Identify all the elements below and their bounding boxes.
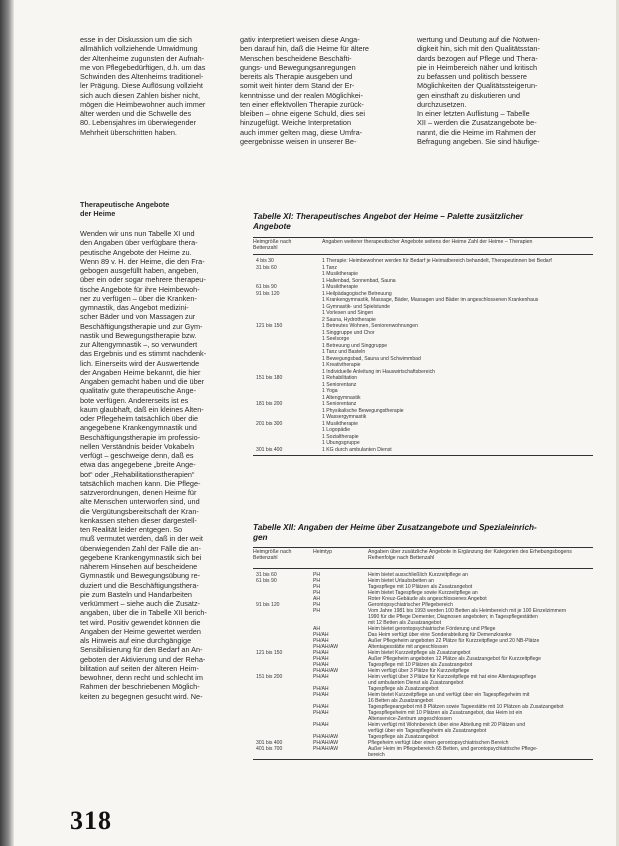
column-3-top-text (417, 35, 587, 146)
body-text-line: ten Realität leider entgegen. So (80, 525, 183, 534)
table-11-offer-cell: 1 Yoga (322, 388, 338, 394)
table-11-offer-cell: 1 Musiktherapie (322, 420, 358, 427)
table-12-type-cell: PH/AH (313, 704, 329, 710)
table-11-offer-cell: 1 Seniorentanz (322, 381, 357, 388)
body-text-line: angaben, über die in Tabelle XII berich- (80, 608, 207, 618)
body-text-line: Wenn 89 v. H. der Heime, die den Fra- (80, 256, 205, 266)
table-11-offer-cell: 1 Gymnastik- und Spielstunde (322, 303, 390, 310)
table-12-type-cell: PH/AH (313, 650, 329, 656)
table-11-offer-cell: 1 Logopädie (322, 427, 351, 433)
body-text-line: als Hinweis auf eine durchgängige (80, 636, 192, 645)
column-1-body-text (80, 229, 230, 701)
table-11-offer-cell: 1 Übungsgruppe (322, 440, 360, 446)
body-text-line: ner zu verfügen – über die Kranken- (80, 293, 197, 303)
body-text-line: Menschen bescheidene Beschäfti- (240, 53, 352, 63)
body-text-line: me von Pflegebedürftigen, d.h. um das (80, 62, 206, 72)
table-12-type-cell: PH/AH (313, 632, 329, 638)
table-11-offer-cell: 1 Musiktherapie (322, 271, 358, 277)
body-text-line: tatsächlich machen kann. Die Pflege- (80, 478, 201, 488)
table-11-offer-cell: 1 Therapie: Heimbewohner werden für Bedarf je Heimatbereich behandelt, Therapeutinnen bei Bedarf (322, 258, 552, 264)
body-text-line: bote verfügen. Andererseits ist es (80, 395, 189, 405)
table-11-head-offers: Angaben weiterer therapeutischer Angebote seitens der Heime Zahl der Heime – Therapien (322, 239, 533, 245)
table-12-offer-cell: Altenservice-Zentrum angeschlossen (368, 716, 452, 722)
table-12-type-cell: AH (313, 596, 321, 602)
body-text-line: Beschäftigungstherapie im professio- (80, 432, 201, 442)
body-text-line: tet wird. Positiv gewendet können die (80, 617, 201, 627)
table-12-offer-cell: Heim bietet Kurzzeitpflege an und verfügt über ein Tagespflegeheim mit (368, 692, 530, 698)
body-text-line: Möglichkeiten der Qualitätssteigerun- (417, 81, 538, 91)
table-12-type-cell: PH (313, 590, 321, 596)
body-text-line: bewohner, denn recht und schlecht im (80, 673, 203, 682)
table-12-offer-cell: und ambulanten Dienst als Zusatzangebot (368, 680, 464, 686)
body-text-line: bleiben – ohne eigene Schuld, dies sei (240, 109, 365, 118)
table-11-head-size: Heimgröße nach Bettenzahl (253, 239, 292, 252)
table-11-offer-cell: 1 Betreuung und Singgruppe (322, 342, 388, 349)
body-text-line: nannt, die die Heime im Rahmen der (417, 127, 536, 137)
body-text-line: sich auch diesen Zahlen bisher nicht, (80, 90, 201, 100)
table-11-size-cell: 301 bis 400 (256, 446, 283, 453)
section-heading-line-1: Therapeutische Angebote (80, 200, 170, 209)
body-text-line: peutische Angebote der Heime zu. (80, 247, 192, 257)
table-12-offer-cell: verfügt über ein Tagespflegeheim als Zusatzangebot (368, 728, 487, 734)
table-12-type-cell: PH/AH (313, 686, 329, 692)
table-11-offer-cell: 1 Seniorentanz (322, 401, 357, 407)
body-text-line: alte Menschen unterworfen sind, und (80, 497, 200, 507)
body-text-line: satzverordnungen, denen Heime für (80, 488, 197, 497)
table-12-offer-cell: Altentagesstätte mit angeschlossen (368, 644, 449, 650)
table-12-type-cell: PH/AH (313, 638, 329, 644)
table-12-size-cell: 121 bis 150 (256, 650, 283, 656)
table-11-size-cell: 61 bis 90 (256, 284, 277, 290)
body-text-line: bereits als Therapie ausgeben und (240, 72, 353, 81)
table-12-title-line-1: Tabelle XII: Angaben der Heime über Zusatzangebote und Spezialeinrich- (253, 523, 537, 532)
table-11-offer-cell: 1 Betreutes Wohnen, Seniorenwohnungen (322, 323, 418, 329)
table-12-size-cell: 301 bis 400 (256, 740, 283, 746)
table-12-offer-cell: Heim bietet Kurzzeitpflege als Zusatzangebot (368, 650, 471, 656)
body-text-line: gativ interpretiert weisen diese Anga- (240, 35, 360, 44)
body-text-line: allmählich vollziehende Umwidmung (80, 44, 198, 54)
table-12-offer-cell: Das Heim verfügt über eine Sonderabteilung für Demenzkranke (368, 632, 512, 638)
table-11-offer-cell: 1 Singgruppe und Chor (322, 329, 375, 336)
body-text-line: gebogen ausgefüllt haben, angeben, (80, 266, 199, 275)
table-12-type-cell: PH/AH (313, 722, 329, 728)
body-text-line: mögen die Heimbewohner auch immer (80, 99, 206, 109)
body-text-line: etwa das angegebene „breite Ange- (80, 460, 196, 470)
table-12-offer-cell: Tagespflege als Zusatzangebot (368, 734, 439, 740)
body-text-line: gymnastik, das Angebot medizini- (80, 303, 189, 312)
body-text-line: Gymnastik und Bewegungsübung re- (80, 571, 201, 581)
table-12-offer-cell: Roter Kreuz-Gebäude als angeschlossenes Angebot (368, 596, 487, 602)
column-2-top-text (240, 35, 405, 146)
body-text-line: angegebene Krankengymnastik und (80, 423, 197, 433)
table-12-size-cell: 31 bis 60 (256, 572, 277, 578)
table-12-type-cell: PH/AH (313, 710, 329, 716)
body-text-line: tische Angebote für ihre Heimbewoh- (80, 284, 200, 294)
table-11-offer-cell: 2 Sauna, Hydrotherapie (322, 316, 376, 323)
body-text-line: muß vermutet werden, daß in der weit (80, 534, 203, 544)
table-12-offer-cell: Heim bietet Tagespflege sowie Kurzzeitpflege an (368, 590, 478, 596)
table-12-offer-cell: Heim bietet Urlaubsbetten an (368, 578, 434, 584)
body-text-line: Schwinden des Altenheims traditionel- (80, 72, 204, 81)
body-text-line: der Angaben Heime bekannt, die hier (80, 367, 201, 377)
body-text-line: die Vergütungsbereitschaft der Kran- (80, 506, 199, 516)
table-12-size-cell: 151 bis 200 (256, 674, 283, 680)
body-text-line: somit weit hinter dem Stand der Er- (240, 81, 355, 91)
body-text-line: der Altenheime zugunsten der Aufnah- (80, 53, 205, 63)
column-1-top-text (80, 35, 230, 137)
table-12-offer-cell: 1990 für die Pflege Dementer, Diagnosen angeboten; in Tagespflegestätten (368, 614, 538, 620)
body-text-line: digkeit hin, sich mit den Qualitätsstan- (417, 44, 540, 54)
table-12-offer-cell: 16 Betten als Zusatzangebot (368, 698, 433, 704)
body-text-line: Wenden wir uns nun Tabelle XI und (80, 229, 195, 238)
body-text-line: XII – werden die Zusatzangebote be- (417, 118, 537, 128)
table-12-type-cell: PH/AH/AW (313, 644, 338, 650)
table-11-offer-cell: 1 Hallenbad, Sonnenbad, Sauna (322, 277, 396, 284)
body-text-line: über ein oder sogar mehrere therapeu- (80, 275, 206, 285)
table-11-offer-cell: 1 Sozialtherapie (322, 433, 359, 440)
table-11-offer-cell: 1 Altengymnastik (322, 394, 361, 401)
table-12-head-type: Heimtyp (313, 549, 333, 555)
body-text-line: den Angaben über verfügbare thera- (80, 238, 198, 248)
body-text-line: dards bezogen auf Pflege und Thera- (417, 53, 538, 63)
table-11-offer-cell: 1 Individuelle Anleitung im Hauswirtschaftsbereich (322, 368, 435, 375)
table-12-offer-cell: mit 12 Betten als Zusatzangebot (368, 620, 442, 626)
body-text-line: Beschäftigungstherapie und zur Gym- (80, 321, 203, 331)
body-text-line: näherem Hinsehen auf bescheidene (80, 562, 198, 571)
body-text-line: scher Bäder und von Massagen zur (80, 312, 196, 322)
body-text-line: pie in Heimbereich näher und kritisch (417, 62, 538, 72)
table-11-offer-cell: 1 Krankengymnastik, Massage, Bäder, Massagen und Bäder im angeschlossenen Krankenhaus (322, 297, 539, 303)
table-12-head-size: Heimgröße nach Bettenzahl (253, 549, 292, 562)
table-12-type-cell: PH/AH/AW (313, 740, 338, 746)
body-text-line: Mehrheit überschritten haben. (80, 127, 177, 137)
body-text-line: durchzusetzen. (417, 99, 467, 109)
table-12-type-cell: PH/AH (313, 674, 329, 680)
table-11-size-cell: 4 bis 30 (256, 258, 274, 264)
body-text-line: esse in der Diskussion um die sich (80, 35, 192, 44)
table-12-offer-cell: Gerontopsychiatrischer Pflegebereich (368, 602, 453, 608)
table-12-head-offers: Angaben über zusätzliche Angebote in Ergänzung der Kategorien des Erhebungsbogens Reihenfolge nach Bettenzahl (368, 549, 572, 562)
table-12-type-cell: PH/AH/AW (313, 668, 338, 674)
body-text-line: gen einsthaft zu diskutieren und (417, 90, 521, 100)
body-text-line: keiten zu begegnen gesucht wird. Ne- (80, 691, 203, 701)
table-11-offer-cell: 1 Wassergymnastik (322, 414, 367, 420)
body-text-line: ben darauf hin, daß die Heime für ältere (240, 44, 369, 54)
table-11-offer-cell: 1 Tanz (322, 264, 337, 271)
body-text-line: das Ergebnis und es stimmt nachdenk- (80, 349, 207, 359)
body-text-line: auch immer gelten mag, diese Umfra- (240, 127, 363, 137)
table-12-top-rule (253, 547, 593, 548)
body-text-line: nellen Verständnis beider Vokabeln (80, 441, 194, 451)
body-text-line: älter werden und die Schwelle des (80, 109, 192, 118)
table-12-size-cell: 91 bis 120 (256, 602, 280, 608)
table-11-title (253, 212, 593, 232)
table-11-size-cell: 201 bis 300 (256, 420, 283, 427)
table-12-offer-cell: Tagespflege mit 10 Plätzen als Zusatzangebot (368, 662, 473, 668)
body-text-line: 80. Lebensjahres im überwiegender (80, 118, 197, 128)
body-text-line: hinzugefügt. Weiche Interpretation (240, 118, 352, 128)
body-text-line: qualitativ gute therapeutische Ange- (80, 386, 197, 396)
table-11-offer-cell: 1 Vorlesen und Singen (322, 310, 374, 316)
section-heading-line-2: der Heime (80, 209, 116, 219)
table-12-type-cell: PH/AH/AW (313, 746, 338, 752)
table-11-offer-cell: 1 Seelsorge (322, 336, 350, 342)
table-12-offer-cell: Tagespflegeangebot mit 8 Plätzen sowie Tageestätte mit 10 Plätzen als Zusatzangebot (368, 704, 564, 710)
table-12-type-cell: AH (313, 626, 321, 632)
body-text-line: zu befassen und politisch bessere (417, 72, 527, 81)
table-11-top-rule (253, 237, 593, 238)
body-text-line: duziert und die Beschäftigungsthera- (80, 580, 199, 590)
table-12-offer-cell: Tagespflege als Zusatzangebot (368, 686, 439, 692)
table-11-size-cell: 151 bis 180 (256, 375, 283, 381)
table-11-offer-cell: 1 Kreativtherapie (322, 362, 361, 368)
body-text-line: bot“ oder „Rehabilitationstherapien“ (80, 469, 195, 479)
body-text-line: verkümmert – siehe auch die Zusatz- (80, 599, 201, 608)
table-12-size-cell: 401 bis 700 (256, 746, 283, 752)
body-text-line: bilitation auf seiten der älteren Heim- (80, 663, 199, 673)
body-text-line: kenkassen stehen dieser dargestell- (80, 515, 197, 525)
table-11-head-rule (253, 254, 593, 255)
table-11-title-line-1: Tabelle XI: Therapeutisches Angebot der Heime – Palette zusätzlicher (253, 212, 524, 221)
table-11-size-cell: 31 bis 60 (256, 264, 277, 271)
table-12-type-cell: PH (313, 608, 321, 614)
table-12-offer-cell: Tagespflege mit 10 Plätzen als Zusatzangebot (368, 584, 473, 590)
table-11-size-cell: 181 bis 200 (256, 401, 283, 407)
table-12-offer-cell: Heim bietet ausschließlich Kurzzeitpflege an (368, 572, 468, 578)
body-text-line: gegebene Krankengymnastik sich bei (80, 552, 202, 562)
table-12-size-cell: 61 bis 90 (256, 578, 277, 584)
table-12-offer-cell: Außer Pflegeheim angeboten 12 Plätze als Zusatzangebot für Kurzzeitpflege (368, 656, 542, 662)
table-12-offer-cell: Außer Pflegeheim angeboten 22 Plätze für Kurzzeitpflege und 20 NB-Plätze (368, 638, 540, 644)
body-text-line: oder Pflegeheim tatsächlich über die (80, 414, 199, 423)
table-11-offer-cell: 1 Heilpädagogische Betreuung (322, 290, 392, 297)
table-12-type-cell: PH (313, 602, 321, 608)
body-text-line: Befragung angeben. Sie sind häufige- (417, 136, 540, 146)
table-11-size-cell: 91 bis 120 (256, 290, 280, 297)
table-12-head-rule (253, 568, 593, 569)
body-text-line: kaum glaubhaft, daß ein kleines Alten- (80, 404, 204, 414)
body-text-line: ler Prägung. Diese Auflösung vollzieht (80, 81, 203, 91)
body-text-line: pie zum Basteln und Handarbeiten (80, 589, 192, 599)
body-text-line: geboten der Aktivierung und der Reha- (80, 654, 206, 664)
section-heading (80, 200, 230, 219)
table-12-title-line-2: gen (253, 533, 268, 542)
table-11-offer-cell: 1 KG durch ambulanten Dienst (322, 446, 392, 453)
body-text-line: Sensibilisierung für den Bedarf an An- (80, 645, 203, 655)
binding-shadow (0, 0, 14, 846)
body-text-line: Angaben der Heime gewertet werden (80, 626, 201, 636)
page-number: 318 (70, 806, 112, 835)
table-11-offer-cell: 1 Bewegungsbad, Sauna und Schwimmbad (322, 355, 421, 362)
body-text-line: verfügt – geschweige denn, daß es (80, 451, 194, 460)
table-12-type-cell: PH/AH/AW (313, 734, 338, 740)
table-12-offer-cell: Tagespflegeheim mit 10 Plätzen als Zusatzangebot, das Heim ist ein (368, 710, 523, 716)
table-12-type-cell: PH/AH (313, 692, 329, 698)
table-12-type-cell: PH (313, 578, 321, 584)
table-12-offer-cell: Pflegeheim verfügt über einen gerontopsychiatrischen Bereich (368, 740, 509, 746)
body-text-line: gungs- und Bewegungsanregungen (240, 62, 356, 72)
body-text-line: überwiegenden Zahl der Fälle die an- (80, 543, 201, 553)
table-12-offer-cell: Heim verfügt mit Wohnbereich über eine Abteilung mit 20 Plätzen und (368, 722, 526, 728)
table-12-type-cell: PH/AH (313, 662, 329, 668)
table-12-bottom-rule (253, 759, 593, 760)
table-12-offer-cell: Vom Jahre 1981 bis 1993 werden 100 Betten als Heimbereich mit je 100 Einzelzimmern (368, 608, 567, 614)
body-text-line: lich. Einerseits wird der Auswertende (80, 358, 200, 368)
body-text-line: zur Altengymnastik –, so verwundert (80, 340, 198, 349)
table-12-type-cell: PH/AH (313, 656, 329, 662)
body-text-line: In einer letzten Auflistung – Tabelle (417, 109, 530, 118)
body-text-line: Angaben gemacht haben und die über (80, 377, 205, 386)
table-12-offer-cell: Heim verfügt über 3 Plätze für Kurzzeitpflege (368, 668, 470, 674)
table-11-offer-cell: 1 Rehabilitation (322, 375, 358, 381)
table-11-title-line-2: Angebote (253, 222, 291, 231)
table-12-offer-cell: Heim verfügt über 3 Plätze für Kurzzeitpflege mit hat eine Altentagespflege (368, 674, 537, 680)
body-text-line: nastik und Bewegungstherapie bzw. (80, 330, 197, 340)
table-12-offer-cell: bereich (368, 752, 385, 758)
table-11-offer-cell: 1 Physikalische Bewegungstherapie (322, 407, 404, 414)
table-12-type-cell: PH (313, 584, 321, 590)
body-text-line: kenntnisse und der realen Möglichkei- (240, 90, 363, 100)
body-text-line: wertung und Deutung auf die Notwen- (417, 35, 540, 44)
table-12-offer-cell: Heim bietet gerontopsychiatrische Förderung und Pflege (368, 626, 496, 632)
body-text-line: Rahmen der beschriebenen Möglich- (80, 682, 200, 692)
table-11-offer-cell: 1 Musiktherapie (322, 284, 358, 290)
table-11-bottom-rule (253, 455, 593, 456)
table-12-title (253, 523, 593, 543)
table-12-offer-cell: Außer Heim im Pflegebereich 65 Betten, und gerontopsychiatrische Pflege- (368, 746, 538, 752)
table-11-offer-cell: 1 Tanz und Basteln (322, 349, 366, 355)
table-12-type-cell: PH (313, 572, 321, 578)
body-text-line: geergebnisse weisen in unserer Be- (240, 136, 357, 146)
table-11-size-cell: 121 bis 150 (256, 323, 283, 329)
body-text-line: ten einer effektvollen Therapie zurück- (240, 99, 364, 109)
